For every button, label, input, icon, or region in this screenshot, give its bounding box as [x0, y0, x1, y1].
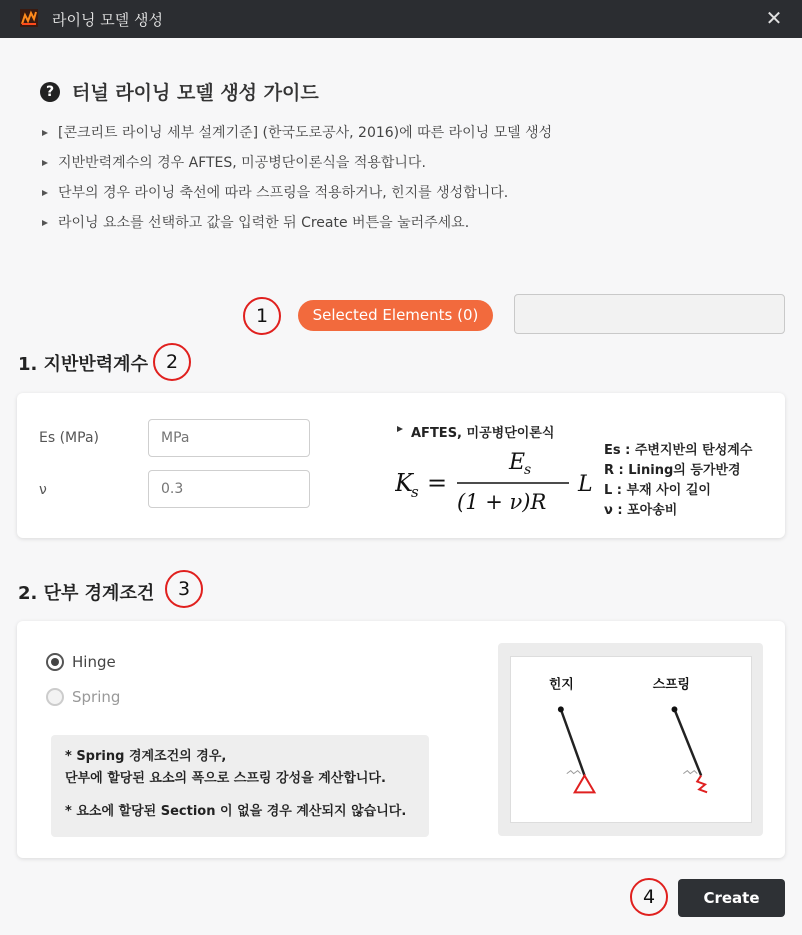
spring-member-icon: [672, 706, 708, 792]
boundary-diagram: [498, 643, 763, 836]
formula-lhs-sub: s: [411, 483, 419, 501]
boundary-condition-card: [17, 621, 785, 858]
spring-diagram-label: 스프링: [652, 677, 690, 693]
es-label: Es (MPa): [39, 430, 99, 446]
guide-item: [콘크리트 라이닝 세부 설계기준] (한국도로공사, 2016)에 따른 라이닝 모델 생성: [40, 125, 552, 155]
guide-section: [40, 78, 552, 245]
ground-reaction-card: [17, 393, 785, 538]
spring-note: [51, 735, 429, 837]
legend-item: R : Lining의 등가반경: [604, 463, 741, 478]
boundary-diagram-svg: [510, 656, 752, 823]
close-icon[interactable]: ✕: [765, 6, 783, 30]
section2-title: 2. 단부 경계조건: [18, 583, 155, 604]
formula-label: AFTES, 미공병단이론식: [397, 422, 554, 441]
radio-hinge-label: Hinge: [72, 653, 116, 671]
window-title: 라이닝 모델 생성: [52, 11, 163, 29]
guide-list: [40, 125, 552, 245]
note-line: * 요소에 할당된 Section 이 없을 경우 계산되지 않습니다.: [65, 804, 407, 819]
step-marker-3: 3: [165, 570, 203, 608]
legend-item: ν : 포아송비: [604, 503, 678, 518]
nu-input[interactable]: [148, 470, 310, 508]
radio-hinge[interactable]: [46, 653, 116, 671]
step-marker-1: 1: [243, 297, 281, 335]
create-button[interactable]: Create: [678, 879, 785, 917]
radio-spring-label: Spring: [72, 688, 121, 706]
window-titlebar: [0, 0, 802, 38]
formula-tail: L: [578, 472, 593, 497]
formula-numerator: E: [509, 450, 526, 475]
guide-item: 라이닝 요소를 선택하고 값을 입력한 뒤 Create 버튼을 눌러주세요.: [40, 215, 552, 245]
formula-lhs: K: [395, 469, 413, 497]
nu-label: ν: [39, 482, 47, 498]
aftes-formula: [395, 447, 605, 517]
selected-elements-button[interactable]: Selected Elements (0): [298, 300, 493, 331]
step-marker-2: 2: [153, 343, 191, 381]
legend-item: L : 부재 사이 길이: [604, 483, 711, 498]
section1-title: 1. 지반반력계수: [18, 354, 148, 375]
radio-unselected-icon: [46, 688, 64, 706]
radio-spring[interactable]: [46, 688, 120, 706]
step-marker-4: 4: [630, 878, 668, 916]
hinge-member-icon: [558, 706, 595, 792]
guide-item: 단부의 경우 라이닝 축선에 따라 스프링을 적용하거나, 힌지를 생성합니다.: [40, 185, 552, 215]
es-input[interactable]: [148, 419, 310, 457]
hinge-diagram-label: 힌지: [548, 677, 574, 693]
formula-numerator-sub: s: [524, 462, 532, 478]
selected-elements-field[interactable]: [514, 294, 785, 334]
note-line: 단부에 할당된 요소의 폭으로 스프링 강성을 계산합니다.: [65, 771, 386, 786]
formula-legend: [604, 441, 752, 521]
legend-item: Es : 주변지반의 탄성계수: [604, 443, 753, 458]
help-icon: ?: [40, 82, 60, 102]
app-logo-icon: [20, 9, 38, 27]
guide-item: 지반반력계수의 경우 AFTES, 미공병단이론식을 적용합니다.: [40, 155, 552, 185]
guide-title: 터널 라이닝 모델 생성 가이드: [72, 82, 319, 104]
note-line: * Spring 경계조건의 경우,: [65, 749, 227, 764]
formula-denominator: (1 + ν)R: [457, 490, 547, 514]
formula-equals: =: [427, 469, 448, 497]
radio-selected-icon: [46, 653, 64, 671]
